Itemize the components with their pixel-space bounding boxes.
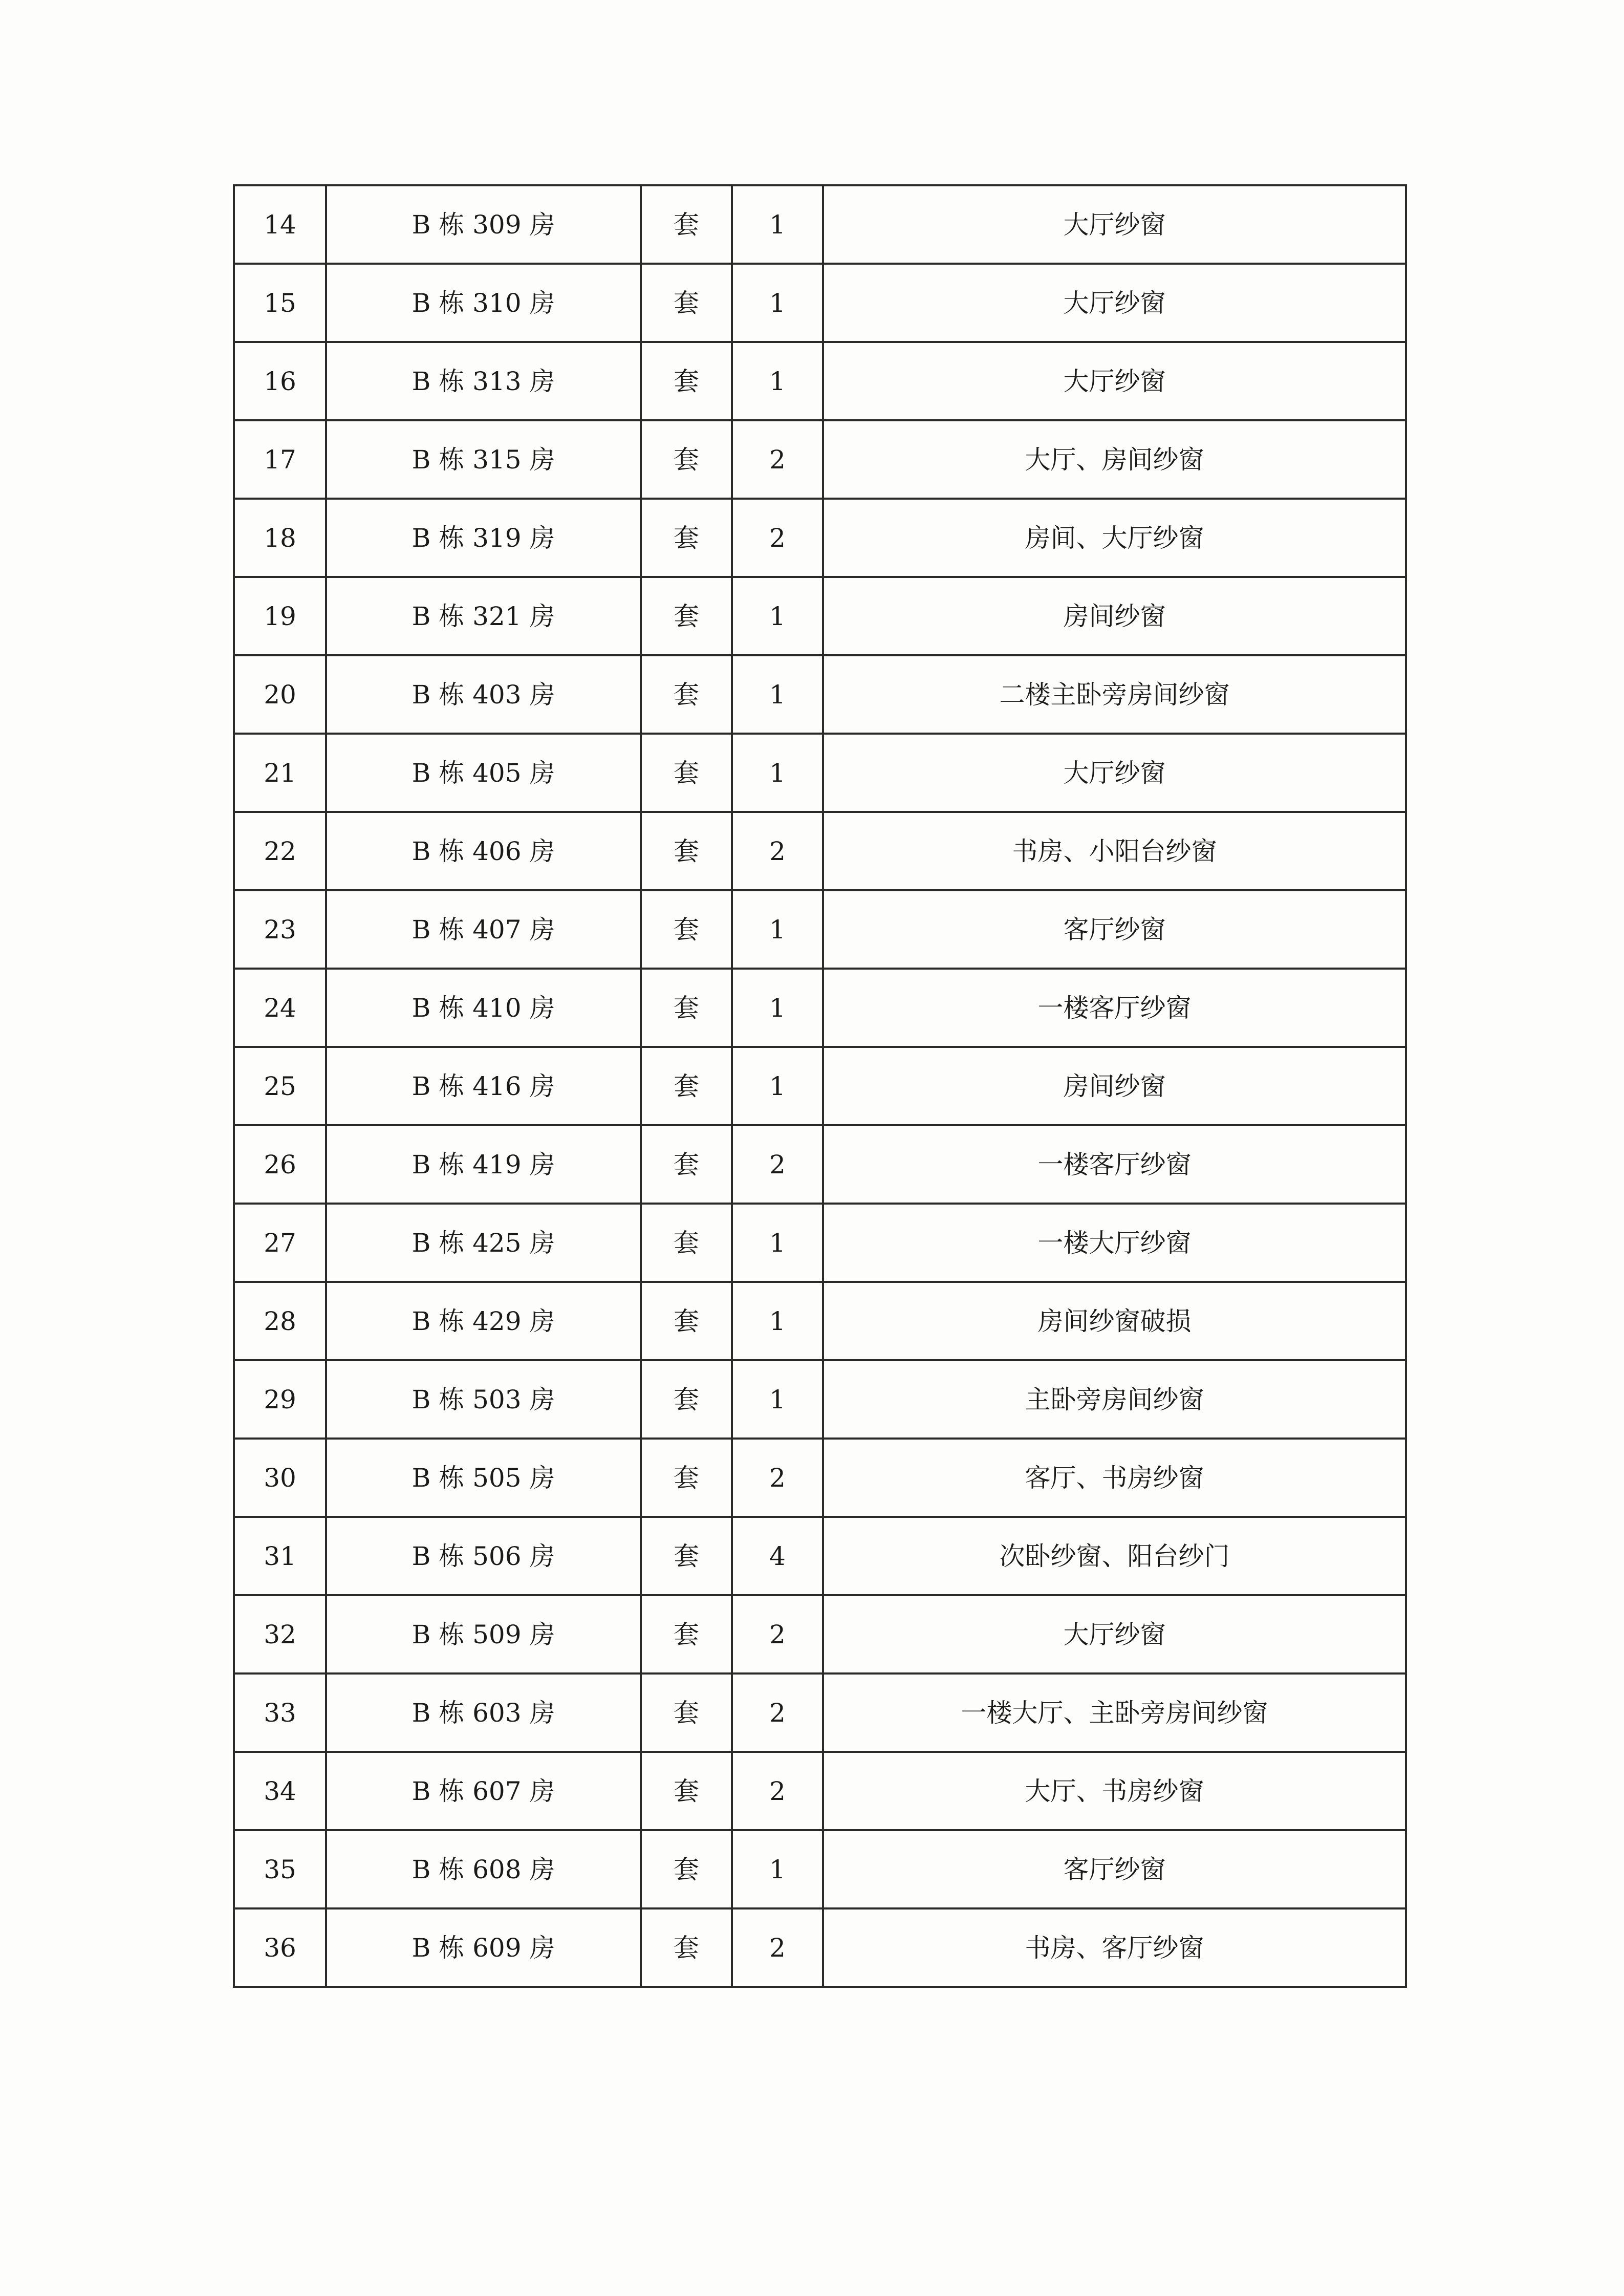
room-cell: B 栋 405 房 <box>326 734 641 812</box>
description-cell: 二楼主卧旁房间纱窗 <box>823 655 1406 734</box>
row-number-cell: 31 <box>234 1517 326 1595</box>
table-row <box>234 1047 1406 1125</box>
room-cell: B 栋 419 房 <box>326 1125 641 1204</box>
quantity-cell: 1 <box>732 185 823 264</box>
description-cell: 大厅、房间纱窗 <box>823 420 1406 499</box>
unit-cell: 套 <box>641 185 732 264</box>
unit-cell: 套 <box>641 1752 732 1830</box>
row-number-cell: 19 <box>234 577 326 655</box>
room-cell: B 栋 319 房 <box>326 499 641 577</box>
quantity-cell: 1 <box>732 890 823 969</box>
room-cell: B 栋 313 房 <box>326 342 641 420</box>
quantity-cell: 2 <box>732 812 823 890</box>
table-row <box>234 185 1406 264</box>
unit-cell: 套 <box>641 1125 732 1204</box>
description-cell: 房间、大厅纱窗 <box>823 499 1406 577</box>
table-row <box>234 1125 1406 1204</box>
room-cell: B 栋 429 房 <box>326 1282 641 1360</box>
room-cell: B 栋 407 房 <box>326 890 641 969</box>
room-cell: B 栋 315 房 <box>326 420 641 499</box>
description-cell: 大厅纱窗 <box>823 1595 1406 1673</box>
unit-cell: 套 <box>641 734 732 812</box>
row-number-cell: 25 <box>234 1047 326 1125</box>
row-number-cell: 28 <box>234 1282 326 1360</box>
unit-cell: 套 <box>641 1595 732 1673</box>
table-row <box>234 1360 1406 1439</box>
unit-cell: 套 <box>641 264 732 342</box>
row-number-cell: 21 <box>234 734 326 812</box>
unit-cell: 套 <box>641 499 732 577</box>
row-number-cell: 27 <box>234 1204 326 1282</box>
room-cell: B 栋 506 房 <box>326 1517 641 1595</box>
unit-cell: 套 <box>641 1517 732 1595</box>
row-number-cell: 29 <box>234 1360 326 1439</box>
row-number-cell: 32 <box>234 1595 326 1673</box>
quantity-cell: 2 <box>732 499 823 577</box>
table-row <box>234 812 1406 890</box>
quantity-cell: 1 <box>732 734 823 812</box>
table-row <box>234 969 1406 1047</box>
quantity-cell: 1 <box>732 1204 823 1282</box>
quantity-cell: 2 <box>732 1673 823 1752</box>
table-row <box>234 1439 1406 1517</box>
room-cell: B 栋 505 房 <box>326 1439 641 1517</box>
description-cell: 书房、客厅纱窗 <box>823 1908 1406 1987</box>
table-row <box>234 890 1406 969</box>
table-row <box>234 1595 1406 1673</box>
table-row <box>234 1282 1406 1360</box>
description-cell: 房间纱窗 <box>823 577 1406 655</box>
row-number-cell: 34 <box>234 1752 326 1830</box>
description-cell: 大厅纱窗 <box>823 264 1406 342</box>
table-row <box>234 420 1406 499</box>
unit-cell: 套 <box>641 1282 732 1360</box>
room-cell: B 栋 609 房 <box>326 1908 641 1987</box>
unit-cell: 套 <box>641 1360 732 1439</box>
description-cell: 一楼客厅纱窗 <box>823 969 1406 1047</box>
room-cell: B 栋 607 房 <box>326 1752 641 1830</box>
quantity-cell: 1 <box>732 1282 823 1360</box>
unit-cell: 套 <box>641 655 732 734</box>
table-row <box>234 1204 1406 1282</box>
unit-cell: 套 <box>641 1830 732 1908</box>
row-number-cell: 30 <box>234 1439 326 1517</box>
table-row <box>234 264 1406 342</box>
table-row <box>234 655 1406 734</box>
quantity-cell: 1 <box>732 577 823 655</box>
description-cell: 房间纱窗 <box>823 1047 1406 1125</box>
unit-cell: 套 <box>641 890 732 969</box>
row-number-cell: 33 <box>234 1673 326 1752</box>
unit-cell: 套 <box>641 1673 732 1752</box>
room-cell: B 栋 416 房 <box>326 1047 641 1125</box>
unit-cell: 套 <box>641 1908 732 1987</box>
room-cell: B 栋 410 房 <box>326 969 641 1047</box>
quantity-cell: 2 <box>732 420 823 499</box>
unit-cell: 套 <box>641 342 732 420</box>
room-cell: B 栋 425 房 <box>326 1204 641 1282</box>
table-row <box>234 1517 1406 1595</box>
description-cell: 主卧旁房间纱窗 <box>823 1360 1406 1439</box>
room-cell: B 栋 509 房 <box>326 1595 641 1673</box>
row-number-cell: 20 <box>234 655 326 734</box>
row-number-cell: 17 <box>234 420 326 499</box>
table-row <box>234 1752 1406 1830</box>
unit-cell: 套 <box>641 1204 732 1282</box>
table-body <box>234 185 1406 1987</box>
row-number-cell: 16 <box>234 342 326 420</box>
row-number-cell: 14 <box>234 185 326 264</box>
table-row <box>234 734 1406 812</box>
table-row <box>234 1830 1406 1908</box>
quantity-cell: 2 <box>732 1908 823 1987</box>
room-cell: B 栋 603 房 <box>326 1673 641 1752</box>
description-cell: 大厅、书房纱窗 <box>823 1752 1406 1830</box>
quantity-cell: 2 <box>732 1595 823 1673</box>
description-cell: 一楼客厅纱窗 <box>823 1125 1406 1204</box>
description-cell: 客厅纱窗 <box>823 1830 1406 1908</box>
table-row <box>234 577 1406 655</box>
quantity-cell: 1 <box>732 1830 823 1908</box>
description-cell: 次卧纱窗、阳台纱门 <box>823 1517 1406 1595</box>
quantity-cell: 1 <box>732 1047 823 1125</box>
row-number-cell: 23 <box>234 890 326 969</box>
description-cell: 大厅纱窗 <box>823 342 1406 420</box>
table-row <box>234 499 1406 577</box>
row-number-cell: 35 <box>234 1830 326 1908</box>
unit-cell: 套 <box>641 812 732 890</box>
unit-cell: 套 <box>641 1047 732 1125</box>
quantity-cell: 2 <box>732 1125 823 1204</box>
description-cell: 客厅、书房纱窗 <box>823 1439 1406 1517</box>
repair-items-table <box>233 184 1407 1988</box>
row-number-cell: 18 <box>234 499 326 577</box>
unit-cell: 套 <box>641 1439 732 1517</box>
row-number-cell: 26 <box>234 1125 326 1204</box>
quantity-cell: 2 <box>732 1752 823 1830</box>
description-cell: 大厅纱窗 <box>823 734 1406 812</box>
room-cell: B 栋 403 房 <box>326 655 641 734</box>
row-number-cell: 24 <box>234 969 326 1047</box>
row-number-cell: 36 <box>234 1908 326 1987</box>
row-number-cell: 22 <box>234 812 326 890</box>
unit-cell: 套 <box>641 969 732 1047</box>
description-cell: 客厅纱窗 <box>823 890 1406 969</box>
quantity-cell: 2 <box>732 1439 823 1517</box>
description-cell: 书房、小阳台纱窗 <box>823 812 1406 890</box>
table-row <box>234 1673 1406 1752</box>
quantity-cell: 1 <box>732 655 823 734</box>
room-cell: B 栋 310 房 <box>326 264 641 342</box>
room-cell: B 栋 503 房 <box>326 1360 641 1439</box>
table-row <box>234 342 1406 420</box>
description-cell: 大厅纱窗 <box>823 185 1406 264</box>
description-cell: 一楼大厅、主卧旁房间纱窗 <box>823 1673 1406 1752</box>
room-cell: B 栋 406 房 <box>326 812 641 890</box>
room-cell: B 栋 309 房 <box>326 185 641 264</box>
description-cell: 一楼大厅纱窗 <box>823 1204 1406 1282</box>
room-cell: B 栋 608 房 <box>326 1830 641 1908</box>
quantity-cell: 1 <box>732 1360 823 1439</box>
room-cell: B 栋 321 房 <box>326 577 641 655</box>
quantity-cell: 1 <box>732 969 823 1047</box>
quantity-cell: 1 <box>732 342 823 420</box>
quantity-cell: 4 <box>732 1517 823 1595</box>
table-row <box>234 1908 1406 1987</box>
unit-cell: 套 <box>641 420 732 499</box>
description-cell: 房间纱窗破损 <box>823 1282 1406 1360</box>
row-number-cell: 15 <box>234 264 326 342</box>
quantity-cell: 1 <box>732 264 823 342</box>
unit-cell: 套 <box>641 577 732 655</box>
